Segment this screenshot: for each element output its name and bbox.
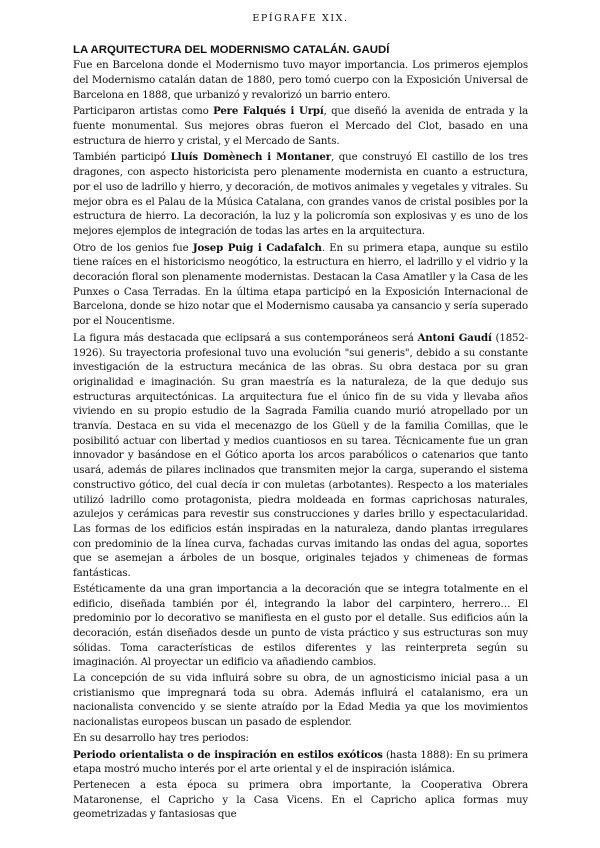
- text: La figura más destacada que eclipsará a sus contemporáneos será: [73, 332, 418, 344]
- architect-name: Josep Puig i Cadafalch: [192, 241, 322, 254]
- paragraph-falques: [73, 104, 528, 149]
- text: , que diseñó la avenida de entrada y la fuente monumental. Sus mejores obras fueron el Mercado del Clot, basado en una estructura de hierro y cristal, y el Mercado de Sants.: [73, 106, 529, 147]
- document-page: [73, 12, 528, 824]
- text: Participaron artistas como: [73, 106, 214, 118]
- text: (hasta 1888): En su primera etapa mostró mucho interés por el arte oriental y el de inspiración islámica.: [73, 749, 528, 776]
- text: . En su primera etapa, aunque su estilo tiene raíces en el historicismo neogótico, la estructura en hierro, el ladrillo y el vidrio y la decoración floral son plenamente modernistas. Destacan la Casa Amatller y la Casa de les Punxes o Casa Terradas. En la última etapa participó en la Exposición Internacional de Barcelona, donde se hizo notar que el Modernismo causaba ya cansancio y sería superado por el Noucentisme.: [73, 242, 529, 328]
- paragraph-ideology: La concepción de su vida influirá sobre su obra, de un agnosticismo inicial pasa a un cristianismo que impregnará toda su obra. Además influirá el catalanismo, era un nacionalista convencido y se siente atraído por la Edad Media ya que los movimientos nacionalistas europeos buscan un pasado de esplendor.: [73, 673, 528, 729]
- text: Otro de los genios fue: [73, 242, 193, 254]
- paragraph-periods-intro: En su desarrollo hay tres periodos:: [73, 732, 249, 744]
- paragraph-puig: [73, 241, 528, 330]
- paragraph-domenech: [73, 150, 528, 239]
- architect-name: Lluís Domènech i Montaner: [170, 151, 331, 164]
- page-header: EPÍGRAFE XIX.: [252, 13, 349, 24]
- architect-name: Pere Falqués i Urpí: [213, 105, 324, 118]
- section-title: LA ARQUITECTURA DEL MODERNISMO CATALÁN. GAUDÍ: [73, 43, 390, 56]
- paragraph-intro: Fue en Barcelona donde el Modernismo tuvo mayor importancia. Los primeros ejemplos del Modernismo catalán datan de 1880, pero tomó cuerpo con la Exposición Universal de Barcelona en 1888, que urbanizó y revalorizó un barrio entero.: [73, 60, 528, 101]
- period-name: Periodo orientalista o de inspiración en estilos exóticos: [73, 748, 383, 761]
- paragraph-gaudi: [73, 331, 528, 582]
- text: , que construyó El castillo de los tres dragones, con aspecto historicista pero plenamente modernista en cuanto a estructura, por el uso de ladrillo y hierro, y decoración, de motivos animales y vegetales y vitrales. Su mejor obra es el Palau de la Música Catalana, con grandes vanos de cristal posibles por la estructura de hierro. La decoración, la luz y la policromía son explosivas y es uno de los mejores ejemplos de integración de todas las artes en la arquitectura.: [73, 152, 528, 237]
- architect-name: Antoni Gaudí: [417, 331, 492, 344]
- paragraph-orientalist: [73, 748, 528, 778]
- paragraph-decoration: Estéticamente da una gran importancia a la decoración que se integra totalmente en el edificio, diseñada también por él, integrando la labor del carpintero, herrero… El predominio por lo decorativo se manifiesta en el gusto por el detalle. Sus edificios aún la decoración, están diseñados desde un punto de vista práctico y sus estructuras son muy sólidas. Toma características de estilos diferentes y las reinterpreta según su imaginación. Al proyectar un edificio va añadiendo cambios.: [73, 583, 528, 669]
- text: (1852-1926). Su trayectoria profesional tuvo una evolución "sui generis", debido a su constante investigación de la estructura mecánica de las obras. Su obra destaca por su gran originalidad e imaginación. Su gran maestría es la naturaleza, de la que dedujo sus estructuras arquitectónicas. La arquitectura fue el único fin de su vida y llevaba años viviendo en su propio estudio de la Sagrada Familia cuando murió atropellado por un tranvía. Destaca en su vida el mecenazgo de los Güell y de la familia Comillas, que le posibilitó actuar con libertad y medios cuantiosos en su tarea. Técnicamente fue un gran innovador y basándose en el Gótico aporta los arcos parabólicos o catenarios que tanto usará, además de pilares inclinados que transmiten mejor la carga, superando el sistema constructivo gótico, del cual decía ir con muletas (arbotantes). Respecto a los materiales utilizó ladrillo como protagonista, piedra moldeada en formas caprichosas naturales, azulejos y cerámicas para revestir sus construcciones y darles brillo y espectacularidad. Las formas de los edificios están inspiradas en la naturaleza, dando plantas irregulares con predominio de la línea curva, fachadas curvas imitando las ondas del agua, soportes que se asemejan a árboles de un bosque, originales tejados y chimeneas de formas fantásticas.: [73, 332, 528, 580]
- paragraph-orientalist-works: Pertenecen a esta época su primera obra importante, la Cooperativa Obrera Mataronense, el Capricho y la Casa Vicens. En el Capricho aplica formas muy geometrizadas y fantasiosas que: [73, 779, 528, 821]
- text: También participó: [73, 152, 171, 164]
